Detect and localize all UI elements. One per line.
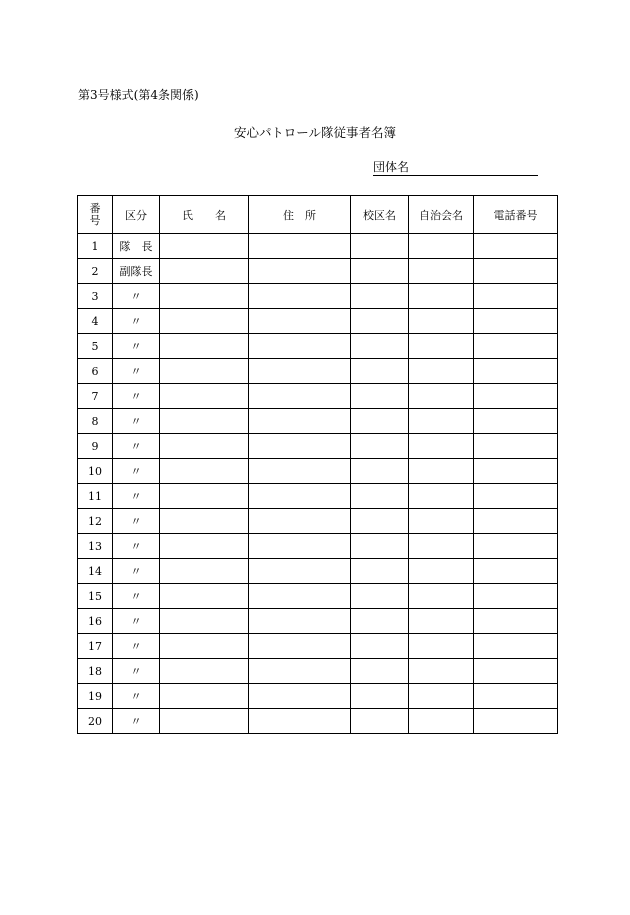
school-district-cell[interactable]: [351, 384, 409, 409]
address-cell[interactable]: [249, 659, 351, 684]
table-header-row: [78, 196, 558, 234]
address-cell[interactable]: [249, 434, 351, 459]
phone-cell[interactable]: [474, 459, 558, 484]
school-district-cell[interactable]: [351, 684, 409, 709]
roster-body: [78, 234, 558, 734]
row-category-cell: 〃: [113, 309, 160, 334]
header-number-top: 番: [89, 201, 101, 215]
phone-cell[interactable]: [474, 284, 558, 309]
school-district-cell[interactable]: [351, 509, 409, 534]
table-row: [78, 684, 558, 709]
row-category-cell: 〃: [113, 459, 160, 484]
phone-cell[interactable]: [474, 709, 558, 734]
neighborhood-association-cell[interactable]: [409, 609, 474, 634]
row-category-cell: 〃: [113, 534, 160, 559]
neighborhood-association-cell[interactable]: [409, 659, 474, 684]
form-number: 第3号様式(第4条関係): [78, 88, 199, 102]
address-cell[interactable]: [249, 509, 351, 534]
row-number-cell: 12: [78, 509, 113, 534]
school-district-cell[interactable]: [351, 634, 409, 659]
row-number-cell: 17: [78, 634, 113, 659]
table-row: [78, 609, 558, 634]
neighborhood-association-cell[interactable]: [409, 359, 474, 384]
row-category-cell: 〃: [113, 559, 160, 584]
school-district-cell[interactable]: [351, 334, 409, 359]
row-number-cell: 20: [78, 709, 113, 734]
school-district-cell[interactable]: [351, 459, 409, 484]
school-district-cell[interactable]: [351, 309, 409, 334]
address-cell[interactable]: [249, 284, 351, 309]
table-row: [78, 559, 558, 584]
neighborhood-association-cell[interactable]: [409, 559, 474, 584]
name-cell[interactable]: [160, 609, 249, 634]
neighborhood-association-cell[interactable]: [409, 709, 474, 734]
organization-name-label: 団体名: [373, 160, 410, 174]
address-cell[interactable]: [249, 609, 351, 634]
neighborhood-association-cell[interactable]: [409, 234, 474, 259]
row-number-cell: 2: [78, 259, 113, 284]
address-cell[interactable]: [249, 584, 351, 609]
neighborhood-association-cell[interactable]: [409, 634, 474, 659]
table-row: [78, 584, 558, 609]
table-row: [78, 259, 558, 284]
row-number-cell: 4: [78, 309, 113, 334]
address-cell[interactable]: [249, 234, 351, 259]
table-row: [78, 459, 558, 484]
name-cell[interactable]: [160, 559, 249, 584]
row-category-cell: 〃: [113, 634, 160, 659]
table-row: [78, 534, 558, 559]
row-number-cell: 14: [78, 559, 113, 584]
row-category-cell: 〃: [113, 609, 160, 634]
phone-cell[interactable]: [474, 659, 558, 684]
phone-cell[interactable]: [474, 359, 558, 384]
phone-cell[interactable]: [474, 509, 558, 534]
row-number-cell: 8: [78, 409, 113, 434]
name-cell[interactable]: [160, 534, 249, 559]
row-category-cell: 〃: [113, 509, 160, 534]
phone-cell[interactable]: [474, 634, 558, 659]
row-number-cell: 15: [78, 584, 113, 609]
phone-cell[interactable]: [474, 309, 558, 334]
table-row: [78, 634, 558, 659]
name-cell[interactable]: [160, 659, 249, 684]
name-cell[interactable]: [160, 509, 249, 534]
table-row: [78, 409, 558, 434]
name-cell[interactable]: [160, 484, 249, 509]
name-cell[interactable]: [160, 234, 249, 259]
address-cell[interactable]: [249, 334, 351, 359]
phone-cell[interactable]: [474, 384, 558, 409]
name-cell[interactable]: [160, 584, 249, 609]
header-neighborhood-association: 自治会名: [409, 196, 474, 234]
address-cell[interactable]: [249, 459, 351, 484]
row-category-cell: 〃: [113, 359, 160, 384]
address-cell[interactable]: [249, 709, 351, 734]
table-row: [78, 434, 558, 459]
row-number-cell: 1: [78, 234, 113, 259]
name-cell[interactable]: [160, 634, 249, 659]
neighborhood-association-cell[interactable]: [409, 434, 474, 459]
row-number-cell: 6: [78, 359, 113, 384]
row-category-cell: 副隊長: [113, 259, 160, 284]
header-phone: 電話番号: [474, 196, 558, 234]
row-number-cell: 10: [78, 459, 113, 484]
phone-cell[interactable]: [474, 334, 558, 359]
phone-cell[interactable]: [474, 559, 558, 584]
header-address: 住 所: [249, 196, 351, 234]
address-cell[interactable]: [249, 259, 351, 284]
table-row: [78, 484, 558, 509]
row-category-cell: 〃: [113, 434, 160, 459]
neighborhood-association-cell[interactable]: [409, 259, 474, 284]
name-cell[interactable]: [160, 684, 249, 709]
school-district-cell[interactable]: [351, 359, 409, 384]
neighborhood-association-cell[interactable]: [409, 509, 474, 534]
table-row: [78, 309, 558, 334]
header-name: 氏 名: [160, 196, 249, 234]
table-row: [78, 509, 558, 534]
phone-cell[interactable]: [474, 534, 558, 559]
row-category-cell: 〃: [113, 384, 160, 409]
address-cell[interactable]: [249, 359, 351, 384]
school-district-cell[interactable]: [351, 659, 409, 684]
row-number-cell: 3: [78, 284, 113, 309]
neighborhood-association-cell[interactable]: [409, 334, 474, 359]
name-cell[interactable]: [160, 334, 249, 359]
neighborhood-association-cell[interactable]: [409, 534, 474, 559]
header-school-district: 校区名: [351, 196, 409, 234]
neighborhood-association-cell[interactable]: [409, 684, 474, 709]
address-cell[interactable]: [249, 309, 351, 334]
organization-name-field[interactable]: [373, 160, 538, 176]
phone-cell[interactable]: [474, 234, 558, 259]
row-category-cell: 〃: [113, 684, 160, 709]
school-district-cell[interactable]: [351, 234, 409, 259]
school-district-cell[interactable]: [351, 409, 409, 434]
name-cell[interactable]: [160, 359, 249, 384]
phone-cell[interactable]: [474, 684, 558, 709]
row-number-cell: 18: [78, 659, 113, 684]
phone-cell[interactable]: [474, 484, 558, 509]
phone-cell[interactable]: [474, 409, 558, 434]
header-category: 区分: [113, 196, 160, 234]
table-row: [78, 659, 558, 684]
name-cell[interactable]: [160, 709, 249, 734]
school-district-cell[interactable]: [351, 434, 409, 459]
neighborhood-association-cell[interactable]: [409, 459, 474, 484]
school-district-cell[interactable]: [351, 534, 409, 559]
neighborhood-association-cell[interactable]: [409, 484, 474, 509]
phone-cell[interactable]: [474, 259, 558, 284]
row-category-cell: 〃: [113, 584, 160, 609]
address-cell[interactable]: [249, 384, 351, 409]
name-cell[interactable]: [160, 459, 249, 484]
row-category-cell: 隊 長: [113, 234, 160, 259]
neighborhood-association-cell[interactable]: [409, 284, 474, 309]
school-district-cell[interactable]: [351, 609, 409, 634]
table-row: [78, 234, 558, 259]
table-row: [78, 709, 558, 734]
row-number-cell: 7: [78, 384, 113, 409]
school-district-cell[interactable]: [351, 284, 409, 309]
neighborhood-association-cell[interactable]: [409, 309, 474, 334]
address-cell[interactable]: [249, 484, 351, 509]
school-district-cell[interactable]: [351, 584, 409, 609]
row-number-cell: 13: [78, 534, 113, 559]
school-district-cell[interactable]: [351, 484, 409, 509]
name-cell[interactable]: [160, 284, 249, 309]
row-category-cell: 〃: [113, 484, 160, 509]
neighborhood-association-cell[interactable]: [409, 584, 474, 609]
school-district-cell[interactable]: [351, 709, 409, 734]
phone-cell[interactable]: [474, 609, 558, 634]
row-category-cell: 〃: [113, 409, 160, 434]
address-cell[interactable]: [249, 534, 351, 559]
table-row: [78, 284, 558, 309]
name-cell[interactable]: [160, 409, 249, 434]
row-number-cell: 16: [78, 609, 113, 634]
row-category-cell: 〃: [113, 284, 160, 309]
row-number-cell: 19: [78, 684, 113, 709]
address-cell[interactable]: [249, 409, 351, 434]
row-number-cell: 11: [78, 484, 113, 509]
address-cell[interactable]: [249, 684, 351, 709]
school-district-cell[interactable]: [351, 259, 409, 284]
table-row: [78, 384, 558, 409]
address-cell[interactable]: [249, 559, 351, 584]
row-number-cell: 5: [78, 334, 113, 359]
neighborhood-association-cell[interactable]: [409, 384, 474, 409]
document-title: 安心パトロール隊従事者名簿: [233, 125, 396, 140]
school-district-cell[interactable]: [351, 559, 409, 584]
row-category-cell: 〃: [113, 659, 160, 684]
neighborhood-association-cell[interactable]: [409, 409, 474, 434]
name-cell[interactable]: [160, 309, 249, 334]
row-number-cell: 9: [78, 434, 113, 459]
row-category-cell: 〃: [113, 709, 160, 734]
phone-cell[interactable]: [474, 434, 558, 459]
roster-table: [77, 195, 558, 734]
table-row: [78, 334, 558, 359]
table-row: [78, 359, 558, 384]
row-category-cell: 〃: [113, 334, 160, 359]
name-cell[interactable]: [160, 384, 249, 409]
name-cell[interactable]: [160, 434, 249, 459]
phone-cell[interactable]: [474, 584, 558, 609]
header-number-bottom: 号: [89, 213, 101, 227]
header-number: [78, 196, 113, 234]
address-cell[interactable]: [249, 634, 351, 659]
name-cell[interactable]: [160, 259, 249, 284]
